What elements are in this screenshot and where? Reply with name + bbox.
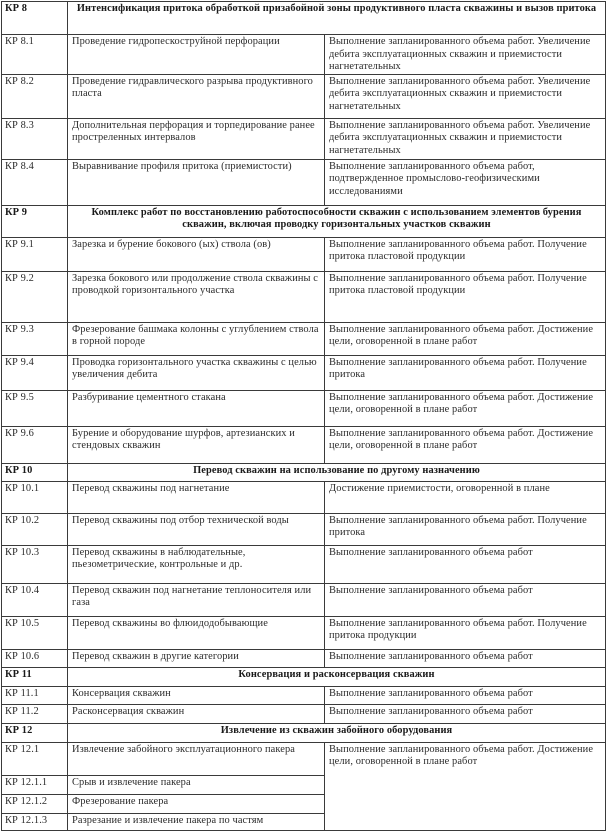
work-result: Выполнение запланированного объема работ. Увеличение дебита эксплуатационных скважин и приемистости нагнетательных [325, 118, 606, 159]
work-result: Выполнение запланированного объема работ, подтвержденное промыслово-геофизическими исследованиями [325, 159, 606, 205]
work-name: Перевод скважины во флюидодобывающие [68, 616, 325, 649]
work-code: КР 12.1.2 [2, 794, 68, 813]
table-row [2, 481, 606, 513]
work-code: КР 11.1 [2, 686, 68, 704]
work-code: КР 8.1 [2, 35, 68, 75]
work-name: Перевод скважин в другие категории [68, 649, 325, 667]
work-name: Фрезерование пакера [68, 794, 325, 813]
work-name: Зарезка бокового или продолжение ствола скважины с проводкой горизонтального участка [68, 271, 325, 322]
work-name: Перевод скважины в наблюдательные, пьезометрические, контрольные и др. [68, 545, 325, 583]
work-result: Выполнение запланированного объема работ [325, 583, 606, 616]
work-name: Зарезка и бурение бокового (ых) ствола (ов) [68, 237, 325, 271]
work-code: КР 12.1.3 [2, 813, 68, 830]
work-name: Извлечение забойного эксплуатационного пакера [68, 742, 325, 775]
table-row [2, 390, 606, 426]
work-result: Выполнение запланированного объема работ. Увеличение дебита эксплуатационных скважин и приемистости нагнетательных [325, 74, 606, 118]
work-code: КР 9.3 [2, 322, 68, 355]
work-name: Дополнительная перфорация и торпедирование ранее простреленных интервалов [68, 118, 325, 159]
work-code: КР 9.1 [2, 237, 68, 271]
work-name: Фрезерование башмака колонны с углублением ствола в горной породе [68, 322, 325, 355]
work-name: Перевод скважины под отбор технической воды [68, 513, 325, 545]
work-name: Проведение гидравлического разрыва продуктивного пласта [68, 74, 325, 118]
work-code: КР 9.6 [2, 426, 68, 463]
work-result: Выполнение запланированного объема работ [325, 704, 606, 723]
work-result: Выполнение запланированного объема работ [325, 545, 606, 583]
section-code: КР 9 [2, 205, 68, 237]
section-title: Комплекс работ по восстановлению работоспособности скважин с использованием элементов бурения скважин, включая проводку горизонтальных участков скважин [68, 205, 606, 237]
work-code: КР 8.3 [2, 118, 68, 159]
work-code: КР 9.5 [2, 390, 68, 426]
section-title: Перевод скважин на использование по другому назначению [68, 463, 606, 481]
work-name: Разбуривание цементного стакана [68, 390, 325, 426]
work-code: КР 10.4 [2, 583, 68, 616]
work-code: КР 11.2 [2, 704, 68, 723]
work-name: Проведение гидропескоструйной перфорации [68, 35, 325, 75]
work-types-table [1, 1, 606, 831]
table-row [2, 322, 606, 355]
work-name: Перевод скважин под нагнетание теплоносителя или газа [68, 583, 325, 616]
work-code: КР 10.3 [2, 545, 68, 583]
work-result: Выполнение запланированного объема работ. Получение притока продукции [325, 616, 606, 649]
table-row [2, 271, 606, 322]
work-result: Выполнение запланированного объема работ. Получение притока пластовой продукции [325, 271, 606, 322]
section-row [2, 2, 606, 35]
work-code: КР 9.2 [2, 271, 68, 322]
work-name: Расконсервация скважин [68, 704, 325, 723]
table-row [2, 426, 606, 463]
work-name: Консервация скважин [68, 686, 325, 704]
section-code: КР 12 [2, 723, 68, 742]
work-result: Выполнение запланированного объема работ. Получение притока [325, 513, 606, 545]
section-title: Интенсификация притока обработкой призабойной зоны продуктивного пласта скважины и вызов притока [68, 2, 606, 35]
work-result: Выполнение запланированного объема работ. Увеличение дебита эксплуатационных скважин и приемистости нагнетательных [325, 35, 606, 75]
work-result: Выполнение запланированного объема работ. Достижение цели, оговоренной в плане работ [325, 426, 606, 463]
work-name: Бурение и оборудование шурфов, артезианских и стендовых скважин [68, 426, 325, 463]
table-row [2, 686, 606, 704]
work-code: КР 12.1.1 [2, 775, 68, 794]
work-result: Выполнение запланированного объема работ. Достижение цели, оговоренной в плане работ [325, 322, 606, 355]
work-code: КР 10.1 [2, 481, 68, 513]
work-code: КР 8.4 [2, 159, 68, 205]
table-row [2, 649, 606, 667]
table-row [2, 616, 606, 649]
section-title: Консервация и расконсервация скважин [68, 667, 606, 686]
work-name: Срыв и извлечение пакера [68, 775, 325, 794]
table-row [2, 35, 606, 75]
work-result: Выполнение запланированного объема работ [325, 649, 606, 667]
table-body [2, 2, 606, 831]
work-result: Выполнение запланированного объема работ. Получение притока [325, 355, 606, 390]
work-name: Выравнивание профиля притока (приемистости) [68, 159, 325, 205]
work-result: Достижение приемистости, оговоренной в плане [325, 481, 606, 513]
section-code: КР 8 [2, 2, 68, 35]
work-result: Выполнение запланированного объема работ. Получение притока пластовой продукции [325, 237, 606, 271]
section-title: Извлечение из скважин забойного оборудования [68, 723, 606, 742]
work-result: Выполнение запланированного объема работ [325, 686, 606, 704]
table-row [2, 583, 606, 616]
work-result: Выполнение запланированного объема работ. Достижение цели, оговоренной в плане работ [325, 390, 606, 426]
work-code: КР 12.1 [2, 742, 68, 775]
table-row [2, 74, 606, 118]
section-row [2, 463, 606, 481]
table-row [2, 513, 606, 545]
work-code: КР 8.2 [2, 74, 68, 118]
work-code: КР 9.4 [2, 355, 68, 390]
table-row [2, 355, 606, 390]
work-name: Перевод скважины под нагнетание [68, 481, 325, 513]
section-code: КР 10 [2, 463, 68, 481]
table-row [2, 704, 606, 723]
work-code: КР 10.5 [2, 616, 68, 649]
work-name: Разрезание и извлечение пакера по частям [68, 813, 325, 830]
table-row [2, 118, 606, 159]
work-result: Выполнение запланированного объема работ. Достижение цели, оговоренной в плане работ [325, 742, 606, 830]
work-code: КР 10.6 [2, 649, 68, 667]
table-row [2, 545, 606, 583]
work-name: Проводка горизонтального участка скважины с целью увеличения дебита [68, 355, 325, 390]
section-row [2, 723, 606, 742]
table-row [2, 237, 606, 271]
table-row [2, 159, 606, 205]
table-row [2, 742, 606, 775]
section-row [2, 205, 606, 237]
section-code: КР 11 [2, 667, 68, 686]
work-code: КР 10.2 [2, 513, 68, 545]
section-row [2, 667, 606, 686]
